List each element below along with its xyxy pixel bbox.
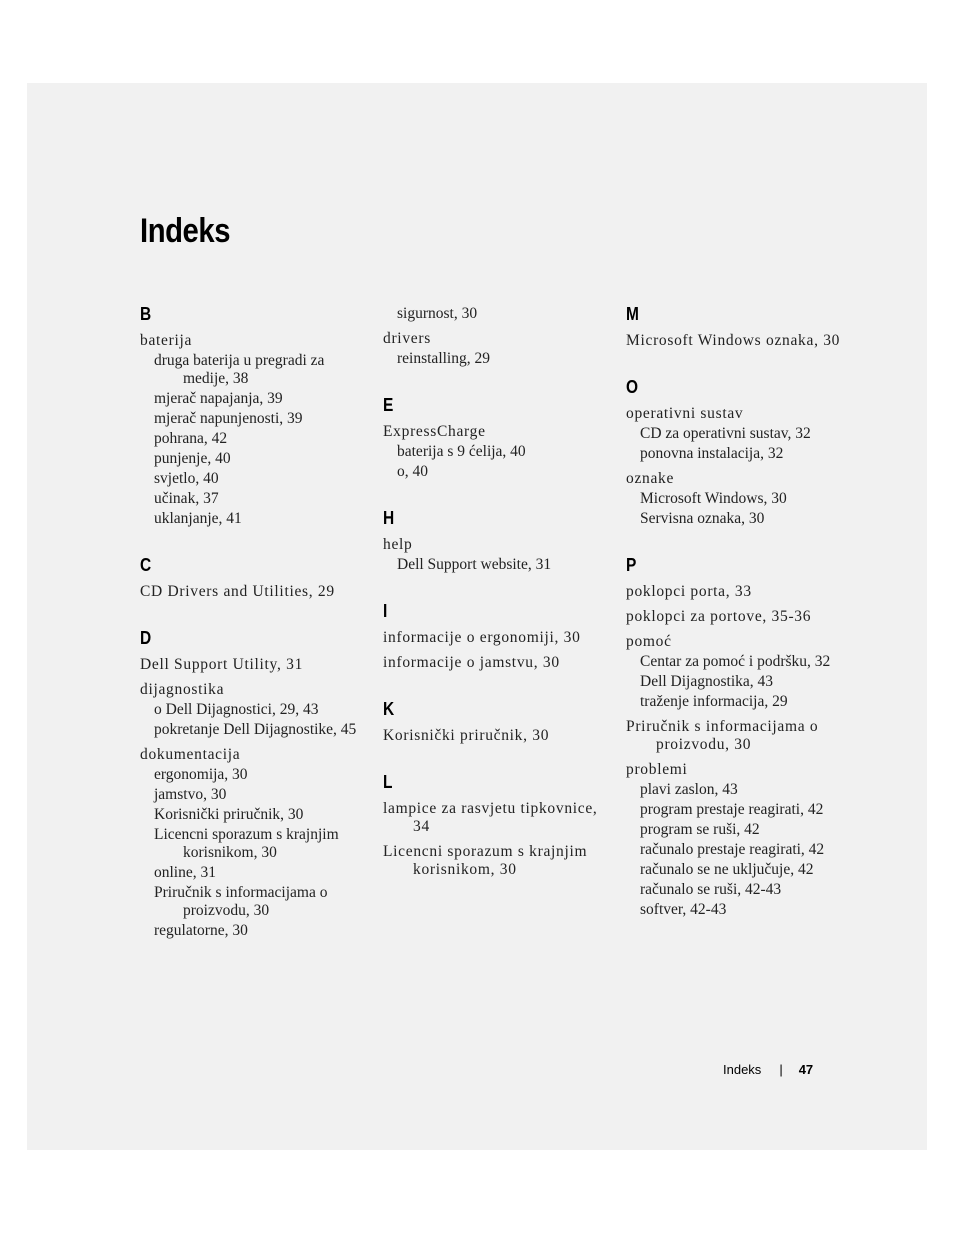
index-subentry: reinstalling, 29 [397,350,490,367]
index-subentry: program se ruši, 42 [640,821,760,838]
index-subentry: Microsoft Windows, 30 [640,490,787,507]
index-subentry: uklanjanje, 41 [154,510,242,527]
index-term: oznake [626,470,675,487]
section-letter: E [383,395,394,415]
index-subentry: Korisnički priručnik, 30 [154,806,304,823]
index-subentry: učinak, 37 [154,490,219,507]
index-section [383,394,613,481]
index-entry [626,470,851,528]
index-term: informacije o jamstvu, 30 [383,654,560,671]
section-letter: O [626,377,639,397]
index-subentry: program prestaje reagirati, 42 [640,801,824,818]
index-subentry: traženje informacija, 29 [640,693,788,710]
index-column-1 [140,303,370,966]
index-subentry: CD za operativni sustav, 32 [640,425,811,442]
section-letter: P [626,555,637,575]
index-section [140,554,370,601]
index-section [383,600,613,672]
index-term: Microsoft Windows oznaka, 30 [626,332,841,349]
index-section [383,305,613,368]
index-term: poklopci porta, 33 [626,583,752,600]
index-subentry: softver, 42-43 [640,901,727,918]
index-subentry: mjerač napunjenosti, 39 [154,410,303,427]
index-entry [383,629,613,647]
index-subentry: punjenje, 40 [154,450,231,467]
index-subentry: Dell Dijagnostika, 43 [640,673,774,690]
section-letter: L [383,772,393,792]
index-entry [383,800,613,836]
index-term: Dell Support Utility, 31 [140,656,304,673]
index-entry [626,405,851,463]
index-subentry: računalo prestaje reagirati, 42 [640,841,825,858]
index-subentry: Servisna oznaka, 30 [640,510,765,527]
index-section [140,627,370,940]
index-term: poklopci za portove, 35-36 [626,608,812,625]
index-section [383,771,613,879]
page-number: 47 [798,1062,814,1077]
index-subentry: online, 31 [154,864,216,881]
index-entry [626,718,851,754]
index-subentry: o, 40 [397,463,428,480]
index-entry [626,761,851,919]
index-term: problemi [626,761,688,778]
section-letter: M [626,304,639,324]
section-letter: I [383,601,388,621]
index-term: dokumentacija [140,746,241,763]
footer-separator: | [779,1062,783,1077]
index-subentry: druga baterija u pregradi za medije, 38 [154,352,325,387]
index-subentry: plavi zaslon, 43 [640,781,738,798]
index-term: operativni sustav [626,405,744,422]
index-entry [383,423,613,481]
section-letter: B [140,304,152,324]
index-subentry: Licencni sporazum s krajnjim korisnikom, 30 [154,826,339,861]
index-section [626,303,851,350]
index-entry [383,727,613,745]
index-entry [383,305,613,323]
index-section [383,507,613,574]
index-subentry: o Dell Dijagnostici, 29, 43 [154,701,319,718]
index-subentry: pokretanje Dell Dijagnostike, 45 [154,721,357,738]
index-subentry: računalo se ne uključuje, 42 [640,861,814,878]
index-subentry: mjerač napajanja, 39 [154,390,283,407]
index-entry [383,536,613,574]
index-subentry: svjetlo, 40 [154,470,219,487]
index-term: pomoć [626,633,672,650]
section-letter: H [383,508,395,528]
index-column-3 [626,303,851,945]
index-subentry: baterija s 9 ćelija, 40 [397,443,526,460]
index-term: Korisnički priručnik, 30 [383,727,550,744]
index-subentry: jamstvo, 30 [154,786,227,803]
index-entry [140,583,370,601]
index-section [140,303,370,528]
index-subentry: regulatorne, 30 [154,922,248,939]
index-entry [626,583,851,601]
index-term: baterija [140,332,193,349]
index-term: lampice za rasvjetu tipkovnice, 34 [383,800,598,835]
index-subentry: računalo se ruši, 42-43 [640,881,782,898]
index-entry [383,843,613,879]
index-term: CD Drivers and Utilities, 29 [140,583,335,600]
index-subentry: ergonomija, 30 [154,766,248,783]
section-letter: D [140,628,152,648]
index-term: drivers [383,330,431,347]
section-letter: K [383,699,395,719]
index-term: Licencni sporazum s krajnjim korisnikom, 30 [383,843,588,878]
index-subentry: Dell Support website, 31 [397,556,552,573]
index-term: Priručnik s informacijama o proizvodu, 30 [626,718,819,753]
index-entry [140,332,370,528]
section-letter: C [140,555,152,575]
index-entry [140,681,370,739]
index-entry [140,746,370,940]
index-entry [383,330,613,368]
index-entry [626,633,851,711]
index-entry [140,656,370,674]
index-term: help [383,536,413,553]
page-title: Indeks [140,212,231,250]
page-footer [723,1062,813,1077]
index-term: ExpressCharge [383,423,486,440]
index-entry [626,332,851,350]
index-subentry: pohrana, 42 [154,430,228,447]
index-term: dijagnostika [140,681,225,698]
index-entry [626,608,851,626]
index-subentry: sigurnost, 30 [397,305,478,322]
index-subentry: Priručnik s informacijama o proizvodu, 30 [154,884,328,919]
index-column-2 [383,303,613,905]
index-section [626,376,851,528]
index-subentry: ponovna instalacija, 32 [640,445,784,462]
index-section [626,554,851,919]
index-section [383,698,613,745]
index-subentry: Centar za pomoć i podršku, 32 [640,653,831,670]
footer-label: Indeks [723,1062,762,1077]
index-entry [383,654,613,672]
index-term: informacije o ergonomiji, 30 [383,629,581,646]
